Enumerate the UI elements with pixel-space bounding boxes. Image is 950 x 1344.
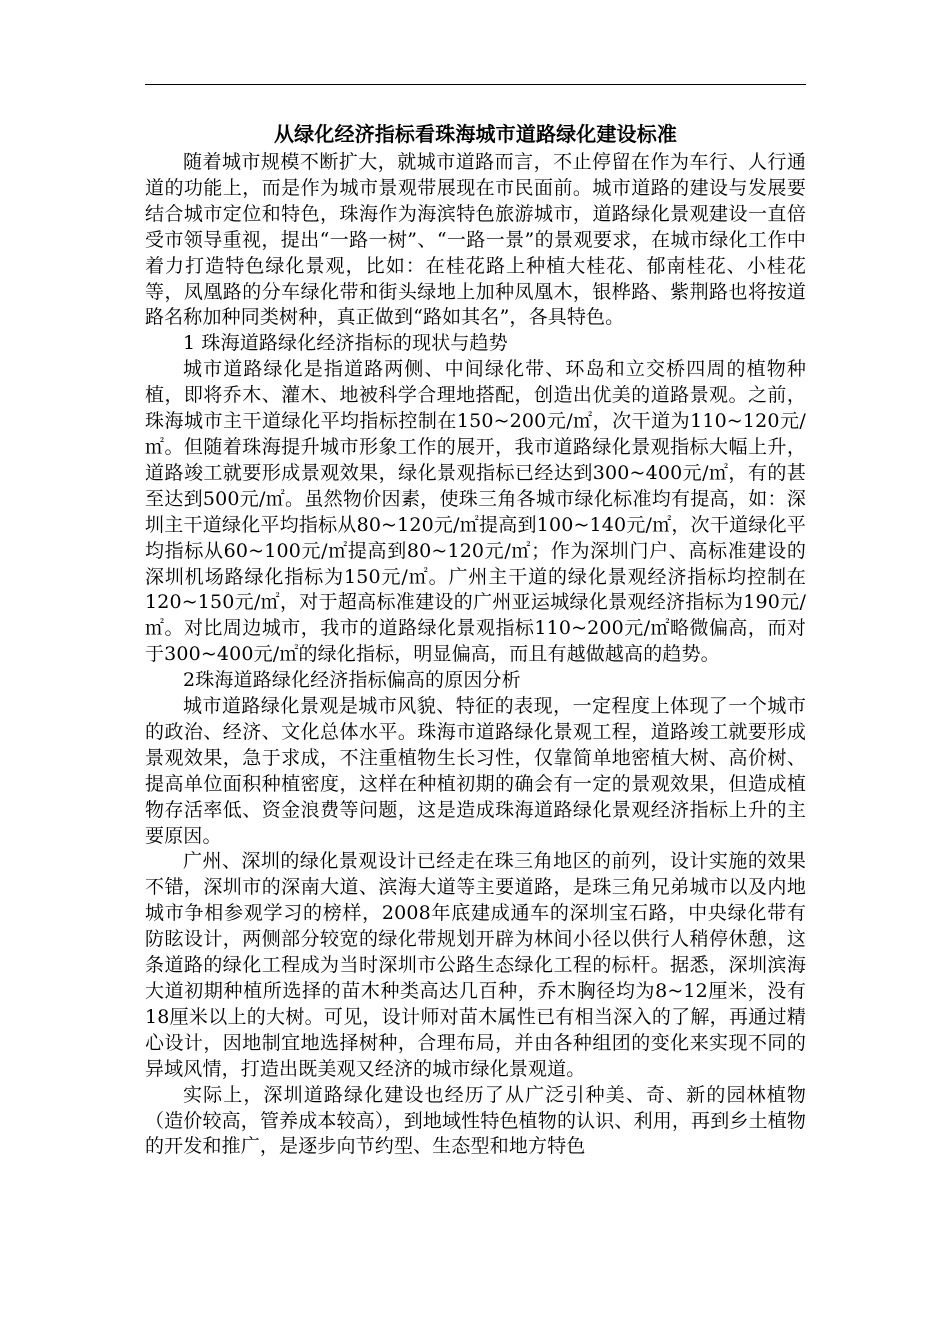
section-heading-2: 2珠海道路绿化经济指标偏高的原因分析 — [183, 669, 521, 692]
paragraph-section-2b: 广州、深圳的绿化景观设计已经走在珠三角地区的前列，设计实施的效果不错，深圳市的深南大道、滨海大道等主要道路，是珠三角兄弟城市以及内地城市争相参观学习的榜样，2008年底建成通车的深圳宝石路，中央绿化带有防眩设计，两侧部分较宽的绿化带规划开辟为林间小径以供行人稍停休憩，这条道路的绿化工程成为当时深圳市公路生态绿化工程的标杆。据悉，深圳滨海大道初期种植所选择的苗木种类高达几百种，乔木胸径均为8~12厘米，没有18厘米以上的大树。可见，设计师对苗木属性已有相当深入的了解，再通过精心设计，因地制宜地选择树种，合理布局，并由各种组团的变化来实现不同的异域风情，打造出既美观又经济的城市绿化景观道。 — [145, 850, 806, 1080]
paragraph-section-2a: 城市道路绿化景观是城市风貌、特征的表现，一定程度上体现了一个城市的政治、经济、文化总体水平。珠海市道路绿化景观工程，道路竣工就要形成景观效果，急于求成，不注重植物生长习性，仅靠简单地密植大树、高价树、提高单位面积种植密度，这样在种植初期的确会有一定的景观效果，但造成植物存活率低、资金浪费等问题，这是造成珠海道路绿化景观经济指标上升的主要原因。 — [145, 695, 806, 847]
document-title: 从绿化经济指标看珠海城市道路绿化建设标准 — [274, 122, 677, 146]
header-rule — [145, 84, 806, 85]
paragraph-section-1: 城市道路绿化是指道路两侧、中间绿化带、环岛和立交桥四周的植物种植，即将乔木、灌木、地被科学合理地搭配，创造出优美的道路景观。之前，珠海城市主干道绿化平均指标控制在150~200元/㎡，次干道为110~120元/㎡。但随着珠海提升城市形象工作的展开，我市道路绿化景观指标大幅上升，道路竣工就要形成景观效果，绿化景观指标已经达到300~400元/㎡，有的甚至达到500元/㎡。虽然物价因素，使珠三角各城市绿化标准均有提高，如：深圳主干道绿化平均指标从80~120元/㎡提高到100~140元/㎡，次干道绿化平均指标从60~100元/㎡提高到80~120元/㎡；作为深圳门户、高标准建设的深圳机场路绿化指标为150元/㎡。广州主干道的绿化景观经济指标均控制在120~150元/㎡，对于超高标准建设的广州亚运城绿化景观经济指标为190元/㎡。对比周边城市，我市的道路绿化景观指标110~200元/㎡略微偏高，而对于300~400元/㎡的绿化指标，明显偏高，而且有越做越高的趋势。 — [145, 358, 806, 666]
document-body — [145, 118, 806, 1160]
paragraph-section-2c: 实际上，深圳道路绿化建设也经历了从广泛引种美、奇、新的园林植物（造价较高，管养成本较高），到地域性特色植物的认识、利用，再到乡土植物的开发和推广，是逐步向节约型、生态型和地方特色 — [145, 1083, 806, 1158]
section-heading-1: 1 珠海道路绿化经济指标的现状与趋势 — [183, 332, 508, 355]
paragraph-intro: 随着城市规模不断扩大，就城市道路而言，不止停留在作为车行、人行通道的功能上，而是作为城市景观带展现在市民面前。城市道路的建设与发展要结合城市定位和特色，珠海作为海滨特色旅游城市，道路绿化景观建设一直倍受市领导重视，提出“一路一树”、“一路一景”的景观要求，在城市绿化工作中着力打造特色绿化景观，比如：在桂花路上种植大桂花、郁南桂花、小桂花等，凤凰路的分车绿化带和街头绿地上加种凤凰木，银桦路、紫荆路也将按道路名称加种同类树种，真正做到“路如其名”，各具特色。 — [145, 151, 806, 329]
